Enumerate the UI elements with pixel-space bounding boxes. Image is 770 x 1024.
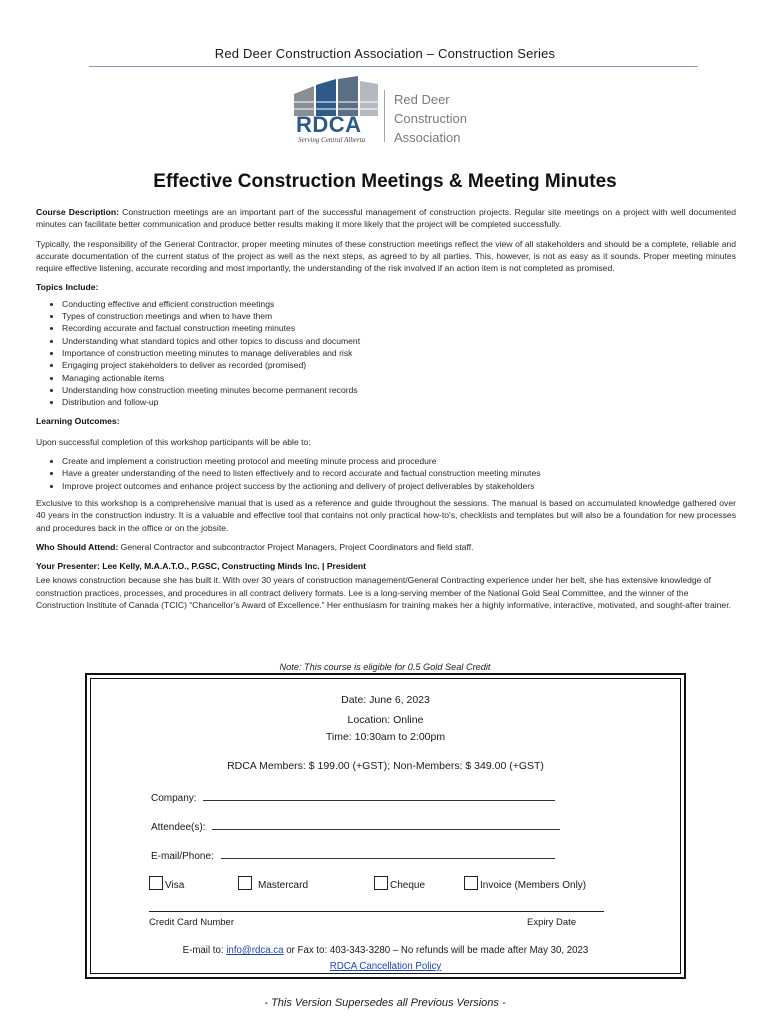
outcomes-intro: Upon successful completion of this workshop participants will be able to: [36, 436, 311, 447]
event-location: Location: Online [347, 714, 424, 726]
outcomes-list [36, 455, 736, 492]
presenter-bio: Lee knows construction because she has built it. With over 30 years of construction management/General Contracting experience under her belt, she has extensive knowledge of construction practices, processes, and procedures in all contract delivery formats. Lee is a long-serving member of the National Gold Seal Committee, and the winner of the Construction Institute of Canada (TCIC) “Chancellor’s Award of Excellence.” Her enthusiasm for training makes her a highly informative, interactive, motivated, and sought-after trainer. [36, 575, 731, 611]
list-item: • Importance of construction meeting minutes to manage deliverables and risk [62, 347, 736, 359]
option-label: Cheque [390, 880, 426, 891]
email-phone-label: E-mail/Phone: [151, 851, 214, 862]
responsibility-paragraph: Typically, the responsibility of the General Contractor, proper meeting minutes of these construction meetings reflect the view of all stakeholders and should be a complete, reliable and accurate documentation of the current status of the project as well as the next steps, as agreed to by all parties. This, however, is not as easy as it sounds. Proper meeting minutes require effective listening, accurate recording and most importantly, the understanding of the risk involved if an action item is not completed as promised. [36, 238, 736, 274]
manual-paragraph: Exclusive to this workshop is a comprehensive manual that is used as a reference and guide throughout the sessions. The manual is based on accumulated knowledge gathered over 40 years in the construction industry. It is a valuable and effective tool that contains not only practical how-to's, checklists and templates but will also be a foundation for new processes and procedures back in the office or on the jobsite. [36, 497, 736, 533]
list-item: • Conducting effective and efficient construction meetings [62, 298, 736, 310]
option-label: Invoice (Members Only) [480, 880, 587, 891]
option-label: Mastercard [258, 880, 309, 891]
list-item: • Have a greater understanding of the need to listen effectively and to record accurate and factual construction meeting minutes [62, 467, 736, 479]
logo-org-name [394, 90, 467, 147]
buildings-logo-icon [292, 76, 384, 116]
attendees-field[interactable] [151, 820, 560, 833]
policy-line [91, 961, 680, 972]
footer-version-note: - This Version Supersedes all Previous Versions - [264, 997, 506, 1009]
expiry-label: Expiry Date [527, 917, 577, 928]
invoice-option[interactable] [464, 876, 586, 891]
email-phone-field[interactable] [151, 849, 555, 862]
event-time: Time: 10:30am to 2:00pm [325, 731, 446, 743]
logo-org-line: Red Deer [394, 92, 450, 107]
who-label: Who Should Attend: [36, 541, 119, 552]
who-should-attend [36, 541, 736, 553]
contact-suffix: or Fax to: 403-343-3280 – No refunds will be made after May 30, 2023 [286, 945, 589, 956]
list-item: • Understanding how construction meeting minutes become permanent records [62, 384, 736, 396]
list-item: • Managing actionable items [62, 372, 736, 384]
list-item: • Engaging project stakeholders to deliver as recorded (promised) [62, 359, 736, 371]
list-item: • Create and implement a construction meeting protocol and meeting minute process and procedure [62, 455, 736, 467]
email-phone-input-line[interactable] [221, 849, 555, 859]
topics-list [36, 298, 736, 409]
cheque-option[interactable] [374, 876, 425, 891]
company-label: Company: [151, 793, 197, 804]
course-description-label: Course Description: [36, 207, 119, 217]
attendees-label: Attendee(s): [151, 822, 206, 833]
rdca-logo [292, 76, 482, 148]
course-description [36, 206, 736, 231]
list-item: • Improve project outcomes and enhance project success by the actioning and delivery of project deliverables by stakeholders [62, 480, 736, 492]
who-text: General Contractor and subcontractor Project Managers, Project Coordinators and field staff. [120, 541, 474, 552]
checkbox[interactable] [464, 876, 478, 890]
list-item: • Recording accurate and factual construction meeting minutes [62, 322, 736, 334]
option-label: Visa [165, 880, 185, 891]
visa-option[interactable] [149, 876, 184, 891]
series-title: Red Deer Construction Association – Construction Series [214, 46, 556, 61]
attendees-input-line[interactable] [212, 820, 560, 830]
registration-form [85, 673, 686, 979]
header-divider [89, 66, 698, 67]
logo-org-line: Association [394, 130, 461, 145]
logo-org-line: Construction [394, 111, 467, 126]
document-title: Effective Construction Meetings & Meeting Minutes [153, 171, 617, 192]
event-date: Date: June 6, 2023 [341, 694, 430, 706]
logo-tagline: Serving Central Alberta [298, 136, 366, 144]
checkbox[interactable] [374, 876, 388, 890]
list-item: • Distribution and follow-up [62, 396, 736, 408]
contact-line [91, 945, 680, 956]
credit-card-line[interactable] [149, 911, 604, 912]
gold-seal-note: Note: This course is eligible for 0.5 Gold Seal Credit [279, 662, 491, 672]
event-pricing: RDCA Members: $ 199.00 (+GST); Non-Members: $ 349.00 (+GST) [227, 760, 544, 772]
outcomes-heading: Learning Outcomes: [36, 416, 120, 427]
list-item: • Understanding what standard topics and other topics to discuss and document [62, 335, 736, 347]
credit-card-label: Credit Card Number [149, 917, 234, 928]
mastercard-option[interactable] [238, 876, 308, 891]
company-field[interactable] [151, 791, 555, 804]
contact-prefix: E-mail to: [182, 945, 224, 956]
cancellation-policy-link[interactable]: RDCA Cancellation Policy [329, 961, 442, 972]
topics-heading: Topics Include: [36, 282, 99, 293]
registration-form-inner [90, 678, 681, 974]
logo-divider [384, 90, 385, 142]
list-item: • Types of construction meetings and when to have them [62, 310, 736, 322]
course-description-text: Construction meetings are an important part of the successful management of construction projects. Regular site meetings on a project with well documented minutes can facilitate better communication and produce better results making it more likely that the project will be completed successfully. [36, 207, 736, 230]
checkbox[interactable] [149, 876, 163, 890]
presenter-heading: Your Presenter: Lee Kelly, M.A.A.T.O., P.GSC, Constructing Minds Inc. | President [36, 561, 366, 572]
logo-acronym: RDCA [296, 112, 362, 137]
document-body [36, 206, 736, 618]
checkbox[interactable] [238, 876, 252, 890]
email-link[interactable]: info@rdca.ca [226, 945, 284, 956]
company-input-line[interactable] [203, 791, 555, 801]
